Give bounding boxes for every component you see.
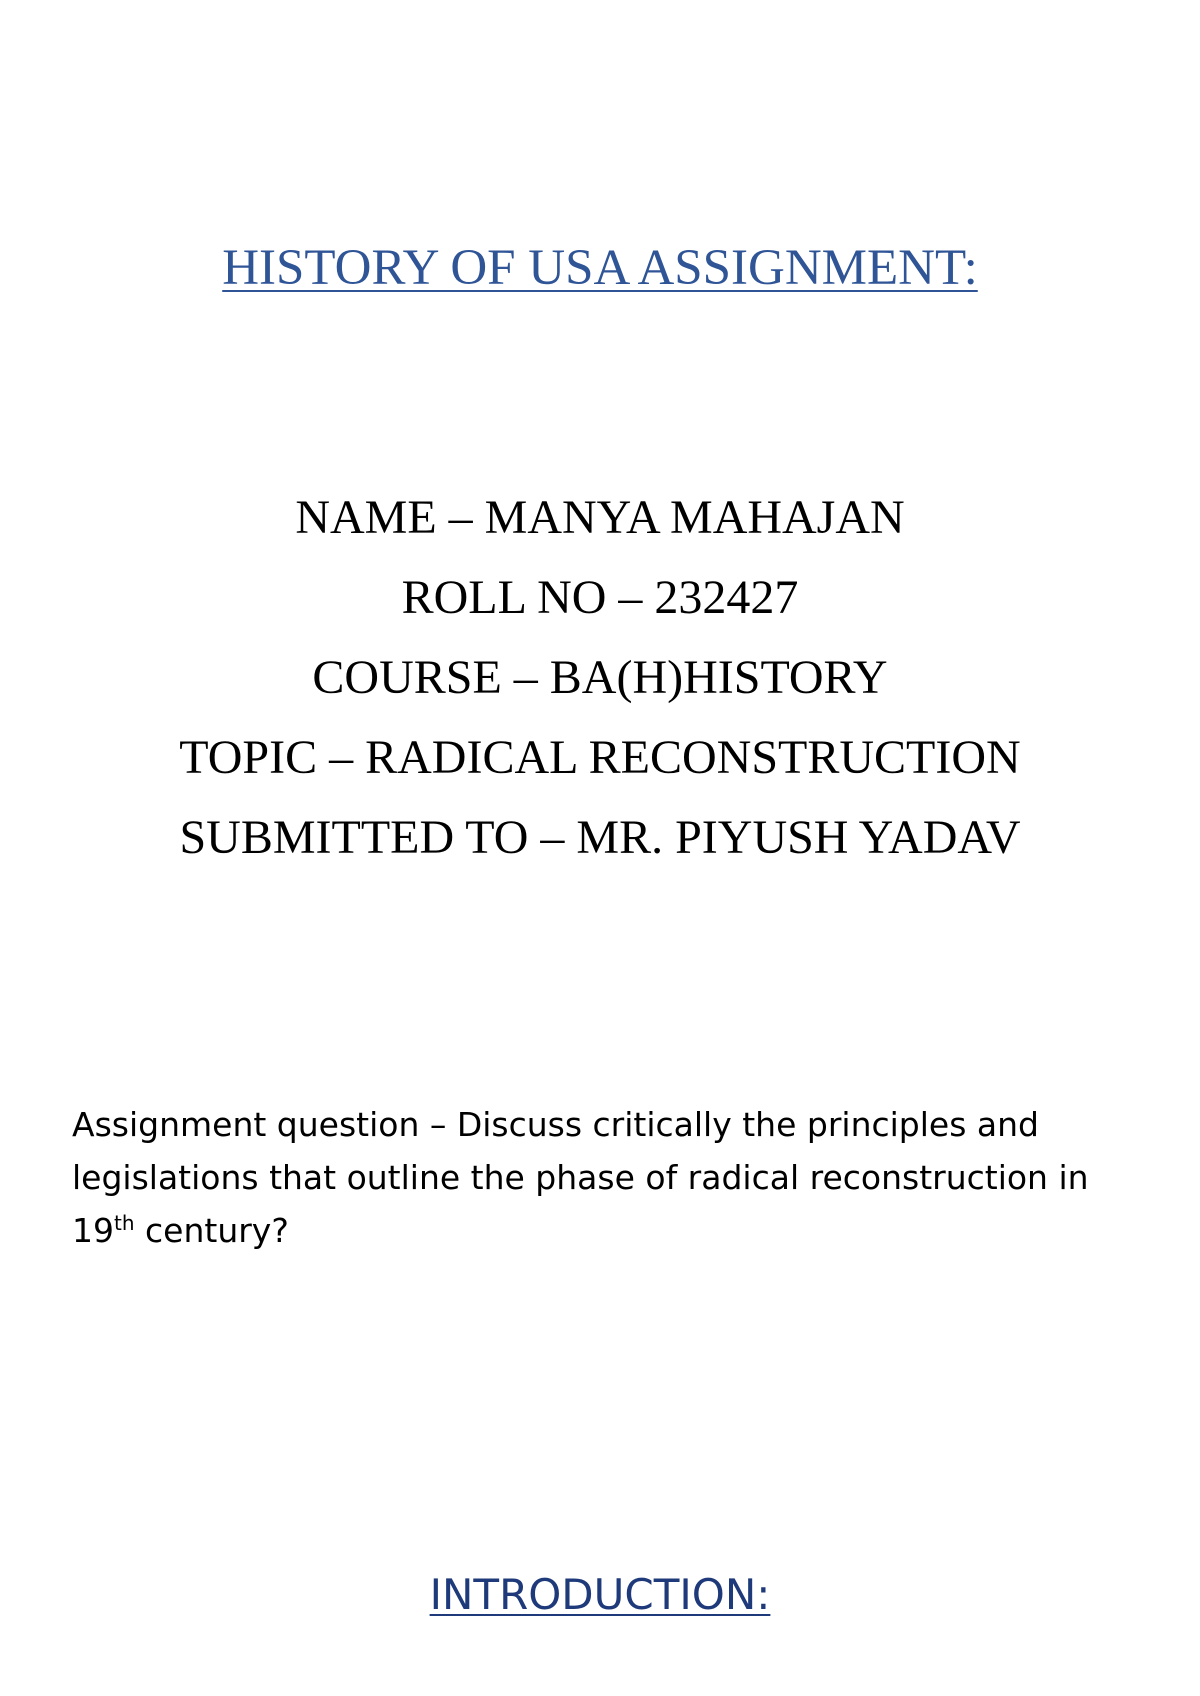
roll-number: ROLL NO – 232427 (401, 571, 799, 624)
question-superscript: th (114, 1211, 135, 1235)
course: COURSE – BA(H)HISTORY (312, 651, 888, 704)
student-name: NAME – MANYA MAHAJAN (295, 491, 905, 544)
student-details (0, 478, 1200, 878)
question-suffix: century? (134, 1211, 289, 1250)
submitted-to: SUBMITTED TO – MR. PIYUSH YADAV (179, 811, 1021, 864)
topic: TOPIC – RADICAL RECONSTRUCTION (179, 731, 1021, 784)
introduction-heading: INTRODUCTION: (429, 1570, 771, 1619)
document-title: HISTORY OF USA ASSIGNMENT: (222, 240, 978, 296)
assignment-question (72, 1098, 1132, 1257)
question-text: Assignment question – Discuss critically the principles and legislations that outline the phase of radical reconstruction in 19 (72, 1105, 1089, 1250)
